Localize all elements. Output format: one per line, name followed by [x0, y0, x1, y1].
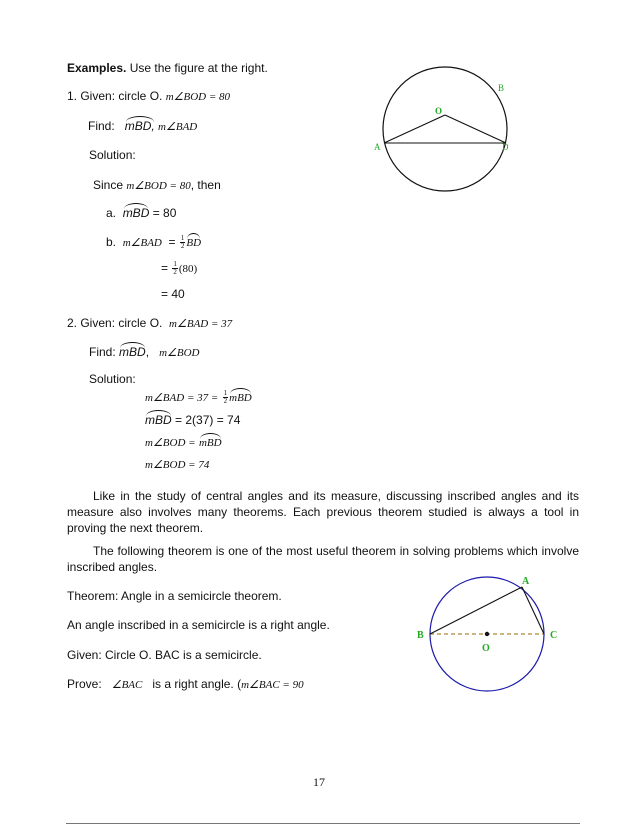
example2-solution-label: Solution:	[89, 372, 136, 386]
example1-find	[88, 119, 197, 134]
example2-l2-arc: mBD	[145, 413, 172, 427]
label-a: A	[522, 576, 530, 587]
example2-find	[89, 345, 199, 360]
theorem-given: Given: Circle O. BAC is a semicircle.	[67, 648, 262, 662]
radius-od	[445, 115, 506, 143]
example1-given-math: m∠BOD = 80	[165, 91, 231, 103]
example2-find-arc: mBD	[119, 345, 146, 359]
example1-since	[93, 178, 221, 193]
example1-step-3: = 40	[161, 287, 185, 301]
example2-l2-rest: = 2(37) = 74	[175, 413, 241, 427]
example1-find-label: Find:	[88, 119, 115, 133]
example2-l4-math: m∠BOD = 74	[145, 459, 210, 471]
figure-semicircle	[412, 570, 572, 700]
example1-step2-eq: =	[161, 261, 169, 275]
example1-a-value: = 80	[152, 206, 177, 220]
example1-b-eq: =	[168, 235, 176, 249]
theorem-prove-label: Prove:	[67, 677, 102, 691]
footer-divider	[66, 823, 580, 824]
theorem-body: An angle inscribed in a semicircle is a right angle.	[67, 618, 330, 632]
example1-b-arc: BD	[186, 237, 202, 249]
example2-given	[67, 316, 232, 331]
theorem-prove-math: ∠BAC	[111, 679, 143, 691]
example2-line3	[145, 435, 222, 450]
example2-find-label: Find:	[89, 345, 116, 359]
example1-step-2	[161, 261, 197, 276]
half-denominator: 2	[223, 397, 228, 406]
example1-b-math: m∠BAD	[122, 237, 162, 249]
example2-given-math: m∠BAD = 37	[169, 318, 233, 330]
example2-find-math: m∠BOD	[159, 347, 200, 359]
paragraph-useful-theorem: The following theorem is one of the most useful theorem in solving problems which involve inscribed angles.	[67, 544, 579, 574]
example1-find-arc: mBD,	[124, 119, 155, 133]
example1-find-math: m∠BAD	[158, 121, 198, 133]
label-o: O	[435, 106, 443, 116]
example2-line2	[145, 413, 240, 427]
example2-l3-arc: mBD	[198, 437, 222, 449]
figure-circle-bod	[370, 52, 520, 202]
example1-step-b	[106, 235, 201, 250]
example1-given-label: 1. Given: circle O.	[67, 89, 163, 103]
example2-find-comma: ,	[145, 345, 150, 359]
theorem-statement: Theorem: Angle in a semicircle theorem.	[67, 589, 282, 603]
half-denominator: 2	[173, 268, 177, 277]
label-c: C	[550, 630, 558, 641]
chord-ac	[522, 587, 544, 634]
half-numerator: 1	[223, 389, 228, 398]
example2-l3-math: m∠BOD =	[145, 437, 196, 449]
example1-since-then: , then	[190, 178, 221, 192]
half-numerator: 1	[180, 234, 185, 243]
label-d: D	[502, 142, 509, 152]
example2-line1	[145, 390, 252, 405]
example2-given-label: 2. Given: circle O.	[67, 316, 163, 330]
example2-l1-math: m∠BAD = 37 =	[145, 392, 219, 404]
examples-intro	[67, 61, 268, 75]
theorem-prove	[67, 677, 304, 692]
circle-o	[383, 67, 507, 191]
example1-solution-label: Solution:	[89, 148, 136, 162]
example2-l1-arc: mBD	[229, 392, 252, 404]
page-number: 17	[313, 775, 325, 789]
example1-since-math: m∠BOD = 80	[126, 180, 191, 192]
examples-intro-text: Use the figure at the right.	[129, 61, 268, 75]
label-b: B	[498, 83, 505, 93]
center-point	[485, 632, 489, 636]
half-denominator: 2	[180, 242, 185, 251]
example1-b-half	[180, 235, 186, 250]
example1-step-a	[106, 206, 176, 220]
example2-l1-half	[223, 390, 229, 405]
examples-heading: Examples.	[67, 61, 127, 75]
example1-step2-val: (80)	[178, 263, 198, 275]
chord-ba	[430, 587, 522, 634]
example1-step2-half	[172, 261, 178, 276]
example1-b-label: b.	[106, 235, 117, 249]
paragraph-inscribed-angles: Like in the study of central angles and its measure, discussing inscribed angles and its measure also involves many theorems. Each previous theorem studied is always a tool in proving the next theorem.	[67, 489, 579, 535]
theorem-prove-mid: is a right angle. (	[152, 677, 242, 691]
example1-given	[67, 89, 230, 104]
label-o: O	[482, 643, 490, 654]
half-numerator: 1	[173, 260, 177, 269]
example1-a-arc: mBD	[122, 206, 150, 220]
label-b: B	[417, 630, 424, 641]
example1-since-label: Since	[93, 178, 124, 192]
label-a: A	[374, 142, 381, 152]
chord-ao	[384, 115, 445, 143]
example1-a-label: a.	[106, 206, 117, 220]
theorem-prove-eq: m∠BAC = 90	[241, 679, 304, 691]
example2-line4	[145, 457, 209, 472]
